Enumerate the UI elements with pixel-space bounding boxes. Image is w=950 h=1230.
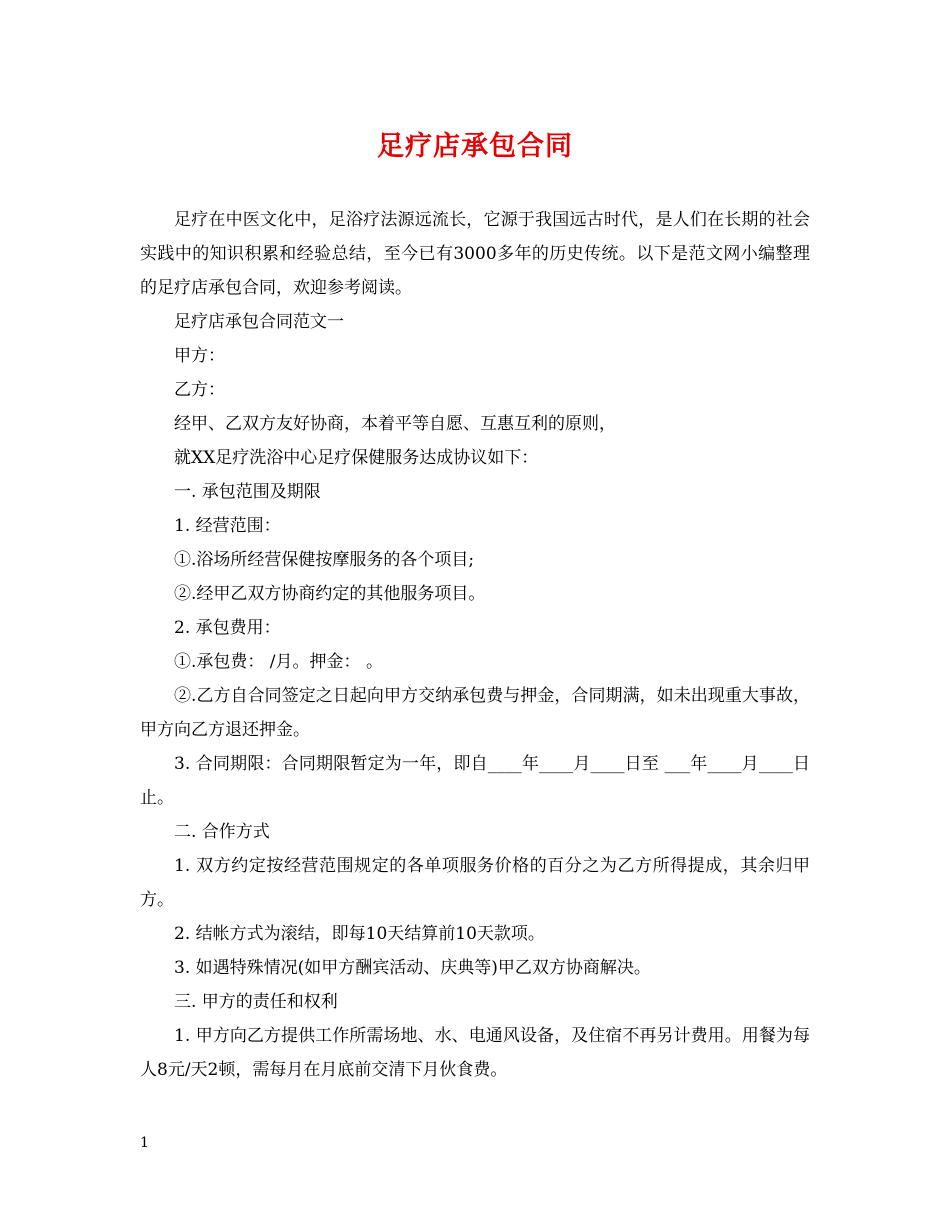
document-title: 足疗店承包合同 — [377, 131, 573, 162]
clause-item: 1. 双方约定按经营范围规定的各单项服务价格的百分之为乙方所得提成，其余归甲方。 — [140, 856, 810, 910]
clause-item: 2. 结帐方式为滚结，即每10天结算前10天款项。 — [174, 924, 545, 944]
clause-contract-term: 3. 合同期限：合同期限暂定为一年，即自____年____月____日至 ___年____月____日止。 — [140, 754, 810, 808]
document-body — [140, 203, 810, 1087]
clause-contract-fee: 2. 承包费用： — [174, 618, 281, 638]
intro-paragraph: 足疗在中医文化中，足浴疗法源远流长，它源于我国远古时代，是人们在长期的社会实践中的知识积累和经验总结，至今已有3000多年的历史传统。以下是范文网小编整理的足疗店承包合同，欢迎参考阅读。 — [140, 210, 810, 298]
section-heading-scope: 一. 承包范围及期限 — [174, 482, 321, 502]
agreement-subject-line: 就XX足疗洗浴中心足疗保健服务达成协议如下： — [174, 448, 539, 468]
sample-heading: 足疗店承包合同范文一 — [174, 312, 344, 332]
clause-item: 1. 甲方向乙方提供工作所需场地、水、电通风设备，及住宿不再另计费用。用餐为每人8元/天2顿，需每月在月底前交清下月伙食费。 — [140, 1026, 810, 1080]
clause-item: ①.浴场所经营保健按摩服务的各个项目; — [174, 550, 475, 570]
clause-item: 3. 如遇特殊情况(如甲方酬宾活动、庆典等)甲乙双方协商解决。 — [174, 958, 651, 978]
clause-business-scope: 1. 经营范围： — [174, 516, 281, 536]
clause-item: ②.乙方自合同签定之日起向甲方交纳承包费与押金，合同期满，如未出现重大事故，甲方向乙方退还押金。 — [140, 686, 810, 740]
clause-item: ②.经甲乙双方协商约定的其他服务项目。 — [174, 584, 486, 604]
party-b-line: 乙方： — [174, 380, 225, 400]
page-number: 1 — [140, 1135, 149, 1151]
party-a-line: 甲方： — [174, 346, 225, 366]
section-heading-party-a: 三. 甲方的责任和权利 — [174, 992, 338, 1012]
clause-item: ①.承包费： /月。押金： 。 — [174, 652, 383, 672]
section-heading-cooperation: 二. 合作方式 — [174, 822, 270, 842]
agreement-intro-line: 经甲、乙双方友好协商，本着平等自愿、互惠互利的原则， — [174, 414, 616, 434]
